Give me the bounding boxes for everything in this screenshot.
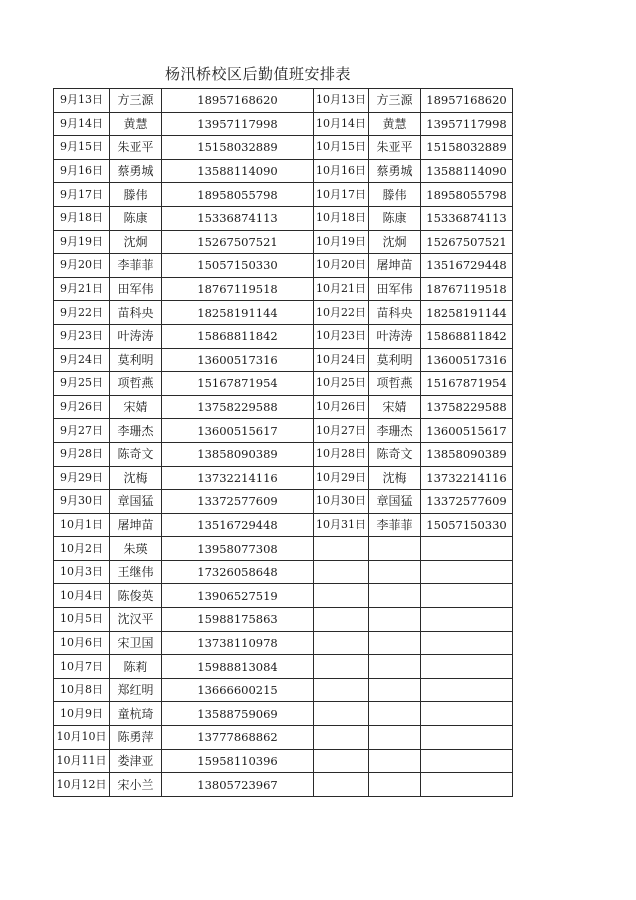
duty-date-cell: 10月25日 (314, 372, 369, 396)
duty-name-cell: 陈康 (369, 206, 421, 230)
table-row (54, 230, 513, 254)
duty-phone-cell: 13588114090 (162, 159, 314, 183)
duty-phone-cell: 15057150330 (421, 513, 513, 537)
duty-phone-cell: 15868811842 (162, 324, 314, 348)
duty-date-cell: 10月13日 (314, 89, 369, 113)
table-row (54, 277, 513, 301)
duty-phone-cell: 13858090389 (421, 442, 513, 466)
duty-date-cell: 10月9日 (54, 702, 110, 726)
duty-phone-cell: 13666600215 (162, 678, 314, 702)
duty-date-cell: 9月17日 (54, 183, 110, 207)
duty-date-cell: 10月12日 (54, 773, 110, 797)
duty-date-cell (314, 584, 369, 608)
duty-date-cell: 9月28日 (54, 442, 110, 466)
duty-phone-cell: 15868811842 (421, 324, 513, 348)
duty-phone-cell: 18258191144 (421, 301, 513, 325)
duty-name-cell (369, 678, 421, 702)
duty-phone-cell: 18958055798 (162, 183, 314, 207)
table-row (54, 773, 513, 797)
duty-name-cell: 方三源 (110, 89, 162, 113)
duty-phone-cell (421, 631, 513, 655)
duty-name-cell: 叶涛涛 (110, 324, 162, 348)
duty-name-cell: 郑红明 (110, 678, 162, 702)
duty-phone-cell: 13858090389 (162, 442, 314, 466)
duty-phone-cell: 15167871954 (421, 372, 513, 396)
duty-date-cell: 10月2日 (54, 537, 110, 561)
duty-name-cell: 沈梅 (369, 466, 421, 490)
duty-name-cell: 陈俊英 (110, 584, 162, 608)
table-row (54, 254, 513, 278)
duty-phone-cell (421, 773, 513, 797)
duty-name-cell: 屠坤苗 (369, 254, 421, 278)
duty-phone-cell (421, 726, 513, 750)
duty-phone-cell: 13906527519 (162, 584, 314, 608)
duty-name-cell: 朱亚平 (369, 136, 421, 160)
duty-phone-cell: 13516729448 (162, 513, 314, 537)
duty-date-cell: 10月28日 (314, 442, 369, 466)
duty-name-cell: 田军伟 (369, 277, 421, 301)
duty-phone-cell (421, 749, 513, 773)
duty-date-cell: 9月22日 (54, 301, 110, 325)
duty-phone-cell: 18957168620 (421, 89, 513, 113)
table-row (54, 537, 513, 561)
duty-phone-cell: 15988175863 (162, 608, 314, 632)
duty-name-cell: 叶涛涛 (369, 324, 421, 348)
duty-name-cell: 陈康 (110, 206, 162, 230)
table-row (54, 206, 513, 230)
duty-phone-cell: 13732214116 (162, 466, 314, 490)
duty-date-cell: 10月11日 (54, 749, 110, 773)
table-row (54, 348, 513, 372)
duty-date-cell: 9月21日 (54, 277, 110, 301)
duty-name-cell (369, 773, 421, 797)
duty-phone-cell: 13958077308 (162, 537, 314, 561)
duty-name-cell: 陈奇文 (110, 442, 162, 466)
duty-name-cell: 宋婧 (110, 395, 162, 419)
duty-phone-cell: 15336874113 (162, 206, 314, 230)
duty-date-cell: 9月29日 (54, 466, 110, 490)
duty-name-cell: 苗科央 (369, 301, 421, 325)
duty-name-cell: 娄津亚 (110, 749, 162, 773)
duty-date-cell: 9月23日 (54, 324, 110, 348)
duty-date-cell: 10月4日 (54, 584, 110, 608)
duty-date-cell: 9月14日 (54, 112, 110, 136)
duty-phone-cell (421, 608, 513, 632)
duty-date-cell: 10月6日 (54, 631, 110, 655)
duty-date-cell (314, 678, 369, 702)
duty-date-cell: 10月29日 (314, 466, 369, 490)
duty-date-cell: 9月24日 (54, 348, 110, 372)
table-row (54, 560, 513, 584)
duty-date-cell: 10月22日 (314, 301, 369, 325)
duty-phone-cell: 15057150330 (162, 254, 314, 278)
duty-name-cell: 李珊杰 (110, 419, 162, 443)
duty-date-cell: 9月26日 (54, 395, 110, 419)
duty-name-cell: 朱瑛 (110, 537, 162, 561)
duty-date-cell: 10月21日 (314, 277, 369, 301)
duty-phone-cell: 15958110396 (162, 749, 314, 773)
duty-name-cell: 蔡勇城 (369, 159, 421, 183)
duty-name-cell (369, 584, 421, 608)
duty-phone-cell: 18767119518 (162, 277, 314, 301)
duty-phone-cell: 18767119518 (421, 277, 513, 301)
duty-date-cell (314, 773, 369, 797)
duty-name-cell (369, 726, 421, 750)
duty-schedule-table (53, 88, 513, 797)
duty-date-cell: 10月26日 (314, 395, 369, 419)
duty-name-cell: 童杭琦 (110, 702, 162, 726)
duty-name-cell: 宋婧 (369, 395, 421, 419)
duty-name-cell: 陈莉 (110, 655, 162, 679)
duty-phone-cell (421, 560, 513, 584)
table-row (54, 136, 513, 160)
duty-phone-cell (421, 655, 513, 679)
table-row (54, 608, 513, 632)
duty-name-cell (369, 560, 421, 584)
table-row (54, 678, 513, 702)
duty-name-cell: 李珊杰 (369, 419, 421, 443)
duty-name-cell: 滕伟 (110, 183, 162, 207)
table-row (54, 655, 513, 679)
duty-phone-cell: 17326058648 (162, 560, 314, 584)
duty-name-cell: 朱亚平 (110, 136, 162, 160)
duty-date-cell: 10月19日 (314, 230, 369, 254)
table-row (54, 324, 513, 348)
duty-phone-cell: 13372577609 (162, 490, 314, 514)
duty-phone-cell: 13758229588 (421, 395, 513, 419)
table-row (54, 631, 513, 655)
duty-date-cell (314, 655, 369, 679)
table-row (54, 419, 513, 443)
duty-date-cell: 10月5日 (54, 608, 110, 632)
duty-date-cell: 9月25日 (54, 372, 110, 396)
table-row (54, 301, 513, 325)
duty-date-cell: 10月10日 (54, 726, 110, 750)
duty-schedule-body (54, 89, 513, 797)
table-row (54, 726, 513, 750)
table-row (54, 702, 513, 726)
duty-date-cell: 9月20日 (54, 254, 110, 278)
duty-date-cell: 10月1日 (54, 513, 110, 537)
duty-name-cell (369, 702, 421, 726)
duty-name-cell: 章国猛 (110, 490, 162, 514)
duty-phone-cell: 18957168620 (162, 89, 314, 113)
duty-phone-cell (421, 678, 513, 702)
duty-date-cell (314, 749, 369, 773)
duty-phone-cell: 15336874113 (421, 206, 513, 230)
duty-name-cell (369, 749, 421, 773)
duty-date-cell: 9月19日 (54, 230, 110, 254)
table-row (54, 466, 513, 490)
duty-name-cell: 章国猛 (369, 490, 421, 514)
duty-date-cell (314, 726, 369, 750)
duty-date-cell: 9月15日 (54, 136, 110, 160)
duty-date-cell (314, 560, 369, 584)
duty-phone-cell: 13372577609 (421, 490, 513, 514)
duty-name-cell: 项哲燕 (110, 372, 162, 396)
duty-name-cell (369, 537, 421, 561)
duty-phone-cell: 13600517316 (162, 348, 314, 372)
duty-phone-cell: 13516729448 (421, 254, 513, 278)
duty-name-cell: 宋卫国 (110, 631, 162, 655)
table-row (54, 89, 513, 113)
duty-date-cell: 10月23日 (314, 324, 369, 348)
duty-phone-cell: 13758229588 (162, 395, 314, 419)
duty-phone-cell: 13588114090 (421, 159, 513, 183)
duty-phone-cell: 13777868862 (162, 726, 314, 750)
duty-name-cell (369, 631, 421, 655)
duty-date-cell: 10月18日 (314, 206, 369, 230)
duty-phone-cell: 13588759069 (162, 702, 314, 726)
duty-date-cell: 10月16日 (314, 159, 369, 183)
duty-date-cell: 10月3日 (54, 560, 110, 584)
duty-phone-cell (421, 584, 513, 608)
duty-date-cell: 9月27日 (54, 419, 110, 443)
duty-phone-cell: 13600515617 (421, 419, 513, 443)
duty-name-cell: 黄慧 (369, 112, 421, 136)
duty-phone-cell: 13957117998 (162, 112, 314, 136)
duty-date-cell: 10月24日 (314, 348, 369, 372)
duty-phone-cell: 18958055798 (421, 183, 513, 207)
duty-date-cell: 10月8日 (54, 678, 110, 702)
duty-name-cell: 方三源 (369, 89, 421, 113)
duty-date-cell: 9月30日 (54, 490, 110, 514)
table-row (54, 749, 513, 773)
duty-phone-cell (421, 702, 513, 726)
table-row (54, 159, 513, 183)
duty-date-cell: 9月13日 (54, 89, 110, 113)
duty-date-cell: 10月14日 (314, 112, 369, 136)
duty-name-cell: 王继伟 (110, 560, 162, 584)
duty-date-cell: 9月16日 (54, 159, 110, 183)
duty-name-cell: 陈奇文 (369, 442, 421, 466)
duty-name-cell (369, 655, 421, 679)
duty-name-cell: 莫利明 (110, 348, 162, 372)
duty-phone-cell: 15267507521 (421, 230, 513, 254)
duty-name-cell: 沈梅 (110, 466, 162, 490)
duty-name-cell: 沈汉平 (110, 608, 162, 632)
duty-date-cell: 10月7日 (54, 655, 110, 679)
table-row (54, 183, 513, 207)
duty-date-cell: 10月30日 (314, 490, 369, 514)
duty-date-cell (314, 608, 369, 632)
duty-name-cell: 莫利明 (369, 348, 421, 372)
duty-name-cell: 滕伟 (369, 183, 421, 207)
duty-date-cell: 10月27日 (314, 419, 369, 443)
duty-name-cell (369, 608, 421, 632)
duty-name-cell: 田军伟 (110, 277, 162, 301)
table-row (54, 372, 513, 396)
duty-phone-cell: 13600515617 (162, 419, 314, 443)
duty-name-cell: 蔡勇城 (110, 159, 162, 183)
duty-phone-cell: 15267507521 (162, 230, 314, 254)
table-row (54, 490, 513, 514)
duty-name-cell: 李菲菲 (369, 513, 421, 537)
duty-phone-cell: 15988813084 (162, 655, 314, 679)
duty-date-cell: 10月20日 (314, 254, 369, 278)
duty-date-cell: 10月17日 (314, 183, 369, 207)
duty-phone-cell: 15158032889 (421, 136, 513, 160)
duty-name-cell: 屠坤苗 (110, 513, 162, 537)
duty-phone-cell (421, 537, 513, 561)
duty-date-cell (314, 631, 369, 655)
duty-name-cell: 李菲菲 (110, 254, 162, 278)
table-row (54, 584, 513, 608)
duty-phone-cell: 13738110978 (162, 631, 314, 655)
duty-date-cell (314, 702, 369, 726)
duty-phone-cell: 13805723967 (162, 773, 314, 797)
page-title: 杨汛桥校区后勤值班安排表 (164, 65, 351, 83)
duty-phone-cell: 15158032889 (162, 136, 314, 160)
duty-name-cell: 陈勇萍 (110, 726, 162, 750)
duty-name-cell: 沈炯 (369, 230, 421, 254)
duty-date-cell: 9月18日 (54, 206, 110, 230)
duty-phone-cell: 18258191144 (162, 301, 314, 325)
duty-date-cell (314, 537, 369, 561)
duty-name-cell: 项哲燕 (369, 372, 421, 396)
duty-phone-cell: 13600517316 (421, 348, 513, 372)
duty-name-cell: 苗科央 (110, 301, 162, 325)
table-row (54, 112, 513, 136)
duty-phone-cell: 13732214116 (421, 466, 513, 490)
duty-date-cell: 10月31日 (314, 513, 369, 537)
table-row (54, 395, 513, 419)
duty-phone-cell: 13957117998 (421, 112, 513, 136)
duty-name-cell: 沈炯 (110, 230, 162, 254)
table-row (54, 513, 513, 537)
duty-name-cell: 宋小兰 (110, 773, 162, 797)
table-row (54, 442, 513, 466)
duty-name-cell: 黄慧 (110, 112, 162, 136)
duty-date-cell: 10月15日 (314, 136, 369, 160)
duty-phone-cell: 15167871954 (162, 372, 314, 396)
